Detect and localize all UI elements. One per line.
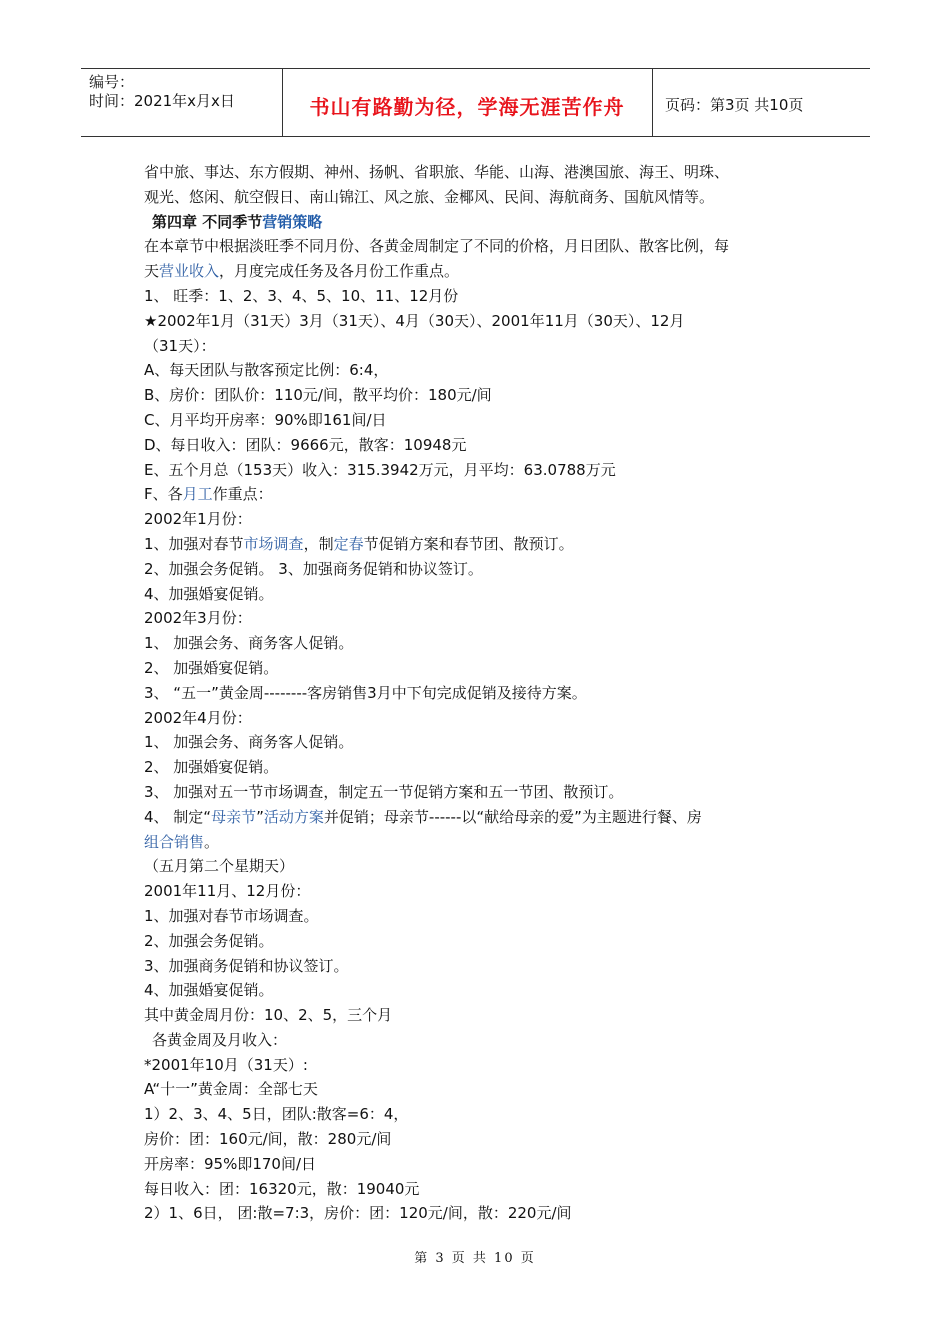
header-meta bbox=[81, 69, 283, 136]
text-line: 1、 加强会务、商务客人促销。 bbox=[144, 634, 354, 653]
text-span: 。 bbox=[204, 832, 220, 851]
header-motto-cell bbox=[282, 69, 653, 136]
keyword-link[interactable]: 营业收入 bbox=[159, 262, 220, 281]
document-time-label: 时间：2021年x月x日 bbox=[89, 92, 235, 110]
text-span: ，制 bbox=[303, 534, 334, 553]
header-page-cell bbox=[653, 69, 870, 136]
keyword-link[interactable]: 活动方案 bbox=[263, 807, 324, 826]
text-line: 3、 加强对五一节市场调查，制定五一节促销方案和五一节团、散预订。 bbox=[144, 782, 624, 801]
header-page-code: 页码：第3页 共10页 bbox=[665, 96, 804, 114]
text-span: 并促销；母亲节------以“献给母亲的爱”为主题进行餐、房 bbox=[323, 807, 702, 826]
text-line: 2002年1月份： bbox=[144, 510, 252, 529]
text-span: 节促销方案和春节团、散预订。 bbox=[363, 534, 574, 553]
chapter-heading bbox=[144, 210, 809, 235]
text-line: A“十一”黄金周：全部七天 bbox=[144, 1080, 318, 1099]
keyword-link[interactable]: 月工 bbox=[182, 485, 213, 504]
text-line bbox=[144, 482, 809, 507]
text-line: D、每日收入：团队：9666元，散客：10948元 bbox=[144, 435, 467, 454]
text-line: *2001年10月（31天）: bbox=[144, 1055, 308, 1074]
text-line: 2001年11月、12月份： bbox=[144, 882, 311, 901]
text-line: 1）2、3、4、5日，团队:散客=6：4， bbox=[144, 1105, 409, 1124]
text-line: 2、 加强婚宴促销。 bbox=[144, 758, 279, 777]
text-line: 观光、悠闲、航空假日、南山锦江、风之旅、金椰风、民间、海航商务、国航风情等。 bbox=[144, 187, 715, 206]
text-line: 各黄金周及月收入： bbox=[152, 1030, 288, 1049]
text-span: ” bbox=[256, 807, 264, 826]
text-span: 4、 制定“ bbox=[144, 807, 212, 826]
keyword-link[interactable]: 组合销售 bbox=[144, 832, 205, 851]
keyword-link[interactable]: 定春 bbox=[333, 534, 364, 553]
text-span: 作重点： bbox=[212, 485, 273, 504]
text-line: 1、 旺季：1、2、3、4、5、10、11、12月份 bbox=[144, 286, 459, 305]
text-line: 省中旅、事达、东方假期、神州、扬帆、省职旅、华能、山海、港澳国旅、海王、明珠、 bbox=[144, 163, 730, 181]
text-line: B、房价：团队价：110元/间，散平均价：180元/间 bbox=[144, 386, 492, 405]
text-line: （五月第二个星期天） bbox=[144, 857, 295, 876]
text-span: 天 bbox=[144, 262, 160, 281]
text-span: 1、加强对春节 bbox=[144, 534, 244, 553]
text-line: 房价：团：160元/间，散：280元/间 bbox=[144, 1130, 392, 1149]
text-line: 2、加强会务促销。 3、加强商务促销和协议签订。 bbox=[144, 559, 483, 578]
page-footer: 第 3 页 共 10 页 bbox=[414, 1251, 536, 1266]
text-line: 3、 “五一”黄金周--------客房销售3月中下旬完成促销及接待方案。 bbox=[144, 683, 587, 702]
text-line: （31天）： bbox=[144, 336, 216, 355]
text-line: 每日收入：团：16320元，散：19040元 bbox=[144, 1179, 420, 1198]
text-line: 其中黄金周月份：10、2、5，三个月 bbox=[144, 1006, 393, 1025]
keyword-link[interactable]: 市场调查 bbox=[243, 534, 304, 553]
text-line: 开房率：95%即170间/日 bbox=[144, 1154, 317, 1173]
text-span: ，月度完成任务及各月份工作重点。 bbox=[219, 262, 460, 281]
text-line: 2、加强会务促销。 bbox=[144, 931, 274, 950]
keyword-link[interactable]: 母亲节 bbox=[211, 807, 257, 826]
text-line: 1、 加强会务、商务客人促销。 bbox=[144, 733, 354, 752]
header-motto: 书山有路勤为径，学海无涯苦作舟 bbox=[309, 95, 625, 119]
text-line: 2002年3月份： bbox=[144, 609, 252, 628]
text-line: 3、加强商务促销和协议签订。 bbox=[144, 956, 349, 975]
document-body bbox=[144, 160, 809, 1226]
chapter-title-link[interactable]: 营销策略 bbox=[262, 212, 323, 231]
text-line: 4、加强婚宴促销。 bbox=[144, 981, 274, 1000]
text-line: 2002年4月份： bbox=[144, 708, 252, 727]
text-line: A、每天团队与散客预定比例：6:4， bbox=[144, 361, 389, 380]
text-line: 2、 加强婚宴促销。 bbox=[144, 658, 279, 677]
text-line: 2）1、6日， 团:散=7:3，房价：团：120元/间，散：220元/间 bbox=[144, 1204, 572, 1223]
text-line: ★2002年1月（31天）3月（31天）、4月（30天）、2001年11月（30天）、12月 bbox=[144, 311, 685, 330]
text-line: 在本章节中根据淡旺季不同月份、各黄金周制定了不同的价格，月日团队、散客比例，每 bbox=[144, 237, 730, 256]
text-line: E、五个月总（153天）收入：315.3942万元，月平均：63.0788万元 bbox=[144, 460, 616, 479]
text-line bbox=[144, 830, 809, 855]
text-line: 1、加强对春节市场调查。 bbox=[144, 906, 319, 925]
chapter-title: 第四章 不同季节 bbox=[152, 212, 263, 231]
document-number-label: 编号： bbox=[89, 73, 135, 91]
page-header bbox=[81, 68, 870, 137]
text-line: 4、加强婚宴促销。 bbox=[144, 584, 274, 603]
text-line bbox=[144, 805, 809, 830]
text-line bbox=[144, 259, 809, 284]
text-span: F、各 bbox=[144, 485, 183, 504]
text-line: C、月平均开房率：90%即161间/日 bbox=[144, 410, 387, 429]
text-line bbox=[144, 532, 809, 557]
